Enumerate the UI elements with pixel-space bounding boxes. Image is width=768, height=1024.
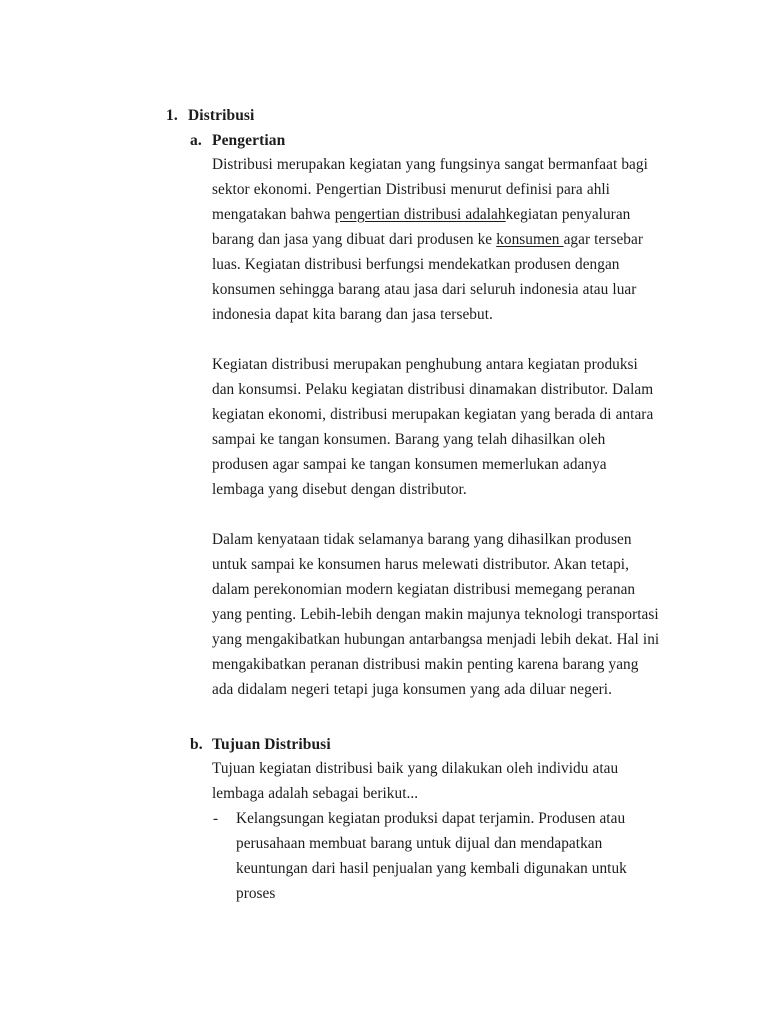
subsection-marker-a: a. (190, 132, 202, 149)
run-text: Kegiatan distribusi merupakan penghubung antara kegiatan produksi dan konsumsi. Pelaku kegiatan distribusi dinamakan distributor. Dalam kegiatan ekonomi, distribusi merupakan kegiatan yang berada di antara sampai ke tangan konsumen. Barang yang telah dihasilkan oleh produsen agar sampai ke tangan konsumen memerlukan adanya lembaga yang disebut dengan distributor. (212, 356, 654, 498)
subsection-title-tujuan-distribusi: Tujuan Distribusi (212, 736, 331, 753)
paragraph-tujuan-intro (212, 756, 662, 806)
paragraph-pengertian-2 (212, 352, 662, 502)
run-text: Tujuan kegiatan distribusi baik yang dilakukan oleh individu atau lembaga adalah sebagai berikut... (212, 760, 619, 802)
list-item (213, 806, 663, 906)
paragraph-pengertian-1 (212, 152, 662, 327)
paragraph-pengertian-3 (212, 527, 662, 702)
dash-bullet-marker: - (213, 810, 219, 827)
subsection-heading-pengertian (190, 128, 285, 153)
run-link-pengertian-distribusi-adalah[interactable]: pengertian distribusi adalah (334, 206, 506, 223)
subsection-title-pengertian: Pengertian (212, 132, 286, 149)
subsection-heading-tujuan-distribusi (190, 732, 331, 757)
list-item-text: Kelangsungan kegiatan produksi dapat terjamin. Produsen atau perusahaan membuat barang untuk dijual dan mendapatkan keuntungan dari hasil penjualan yang kembali digunakan untuk proses (236, 810, 627, 902)
run-text: Dalam kenyataan tidak selamanya barang yang dihasilkan produsen untuk sampai ke konsumen harus melewati distributor. Akan tetapi, dalam perekonomian modern kegiatan distribusi memegang peranan yang penting. Lebih-lebih dengan makin majunya teknologi transportasi yang mengakibatkan hubungan antarbangsa menjadi lebih dekat. Hal ini mengakibatkan peranan distribusi makin penting karena barang yang ada didalam negeri tetapi juga konsumen yang ada diluar negeri. (212, 531, 660, 698)
section-number-marker: 1. (166, 107, 178, 124)
run-text: Distribusi merupakan kegiatan yang fungsinya sangat bermanfaat bagi sektor ekonomi. Pengertian Distribusi menurut definisi para ahli mengatakan bahwa (212, 156, 648, 223)
section-title-text: Distribusi (188, 107, 255, 124)
run-link-konsumen[interactable]: konsumen (496, 231, 564, 248)
run-text: kegiatan penyaluran barang dan jasa yang dibuat dari produsen ke (212, 206, 631, 248)
section-heading-distribusi (166, 103, 254, 128)
subsection-marker-b: b. (190, 736, 203, 753)
run-text: agar tersebar luas. Kegiatan distribusi berfungsi mendekatkan produsen dengan konsumen sehingga barang atau jasa dari seluruh indonesia atau luar indonesia dapat kita barang dan jasa tersebut. (212, 231, 643, 323)
